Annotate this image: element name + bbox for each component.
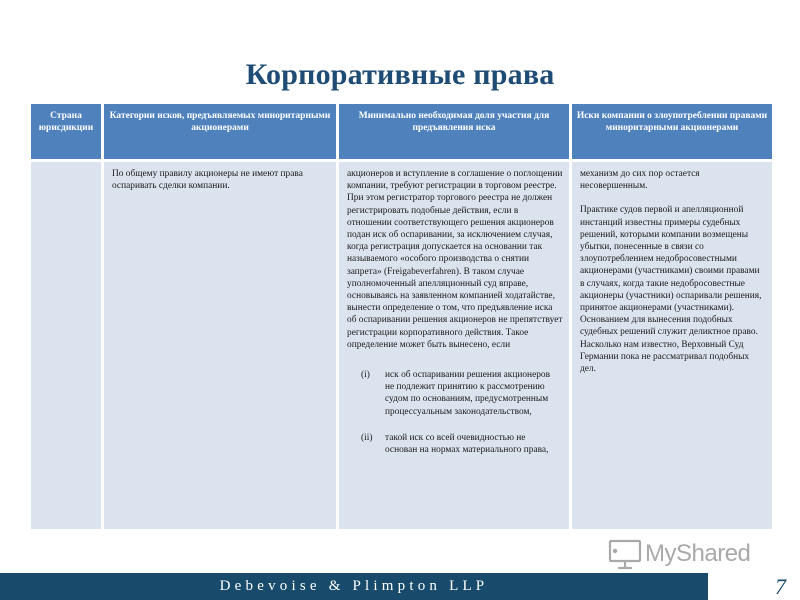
rights-table bbox=[31, 104, 770, 526]
list-item-text: иск об оспаривании решения акционеров не подлежит принятию к рассмотрению судом по основаниям, предусмотренным процессуальным законодательством, bbox=[385, 370, 551, 417]
company-claims-text-1: механизм до сих пор остается несовершенным. bbox=[580, 169, 700, 192]
header-jurisdiction: Страна юрисдикции bbox=[31, 104, 101, 159]
watermark bbox=[607, 538, 767, 570]
conditions-list bbox=[347, 369, 563, 456]
page-number: 7 bbox=[708, 573, 800, 600]
list-item bbox=[347, 432, 563, 456]
list-item-number: (i) bbox=[361, 370, 370, 381]
firm-name: Debevoise & Plimpton LLP bbox=[219, 578, 489, 594]
list-item bbox=[347, 369, 563, 418]
minimum-stake-text: акционеров и вступление в соглашение о поглощении компании, требуют регистрации в торговом реестре. При этом регистратор торгового реестра не должен регистрировать подобные действия, если в отношении соответствующего решения акционеров подан иск об оспаривании, за исключением случая, когда регистрация допускается на основании так называемого «особого производства о снятии запрета» (Freigabeverfahren). В таком случае уполномоченный апелляционный суд вправе, основываясь на заявленном компанией ходатайстве, вынести определение о том, что предъявление иска об оспаривании решения акционеров не препятствует регистрации корпоративного действия. Такое определение может быть вынесено, если bbox=[347, 169, 563, 350]
list-item-text: такой иск со всей очевидностью не основан на нормах материального права, bbox=[385, 432, 549, 456]
company-claims-text-2: Практике судов первой и апелляционной инстанций известны примеры судебных решений, которыми компании возмещены убытки, понесенные в связи со злоупотреблением недобросовестными акционерами (участниками) своими правами в случаях, когда такие недобросовестные акционеры (участники) оспаривали решения, принятое акционерами (участниками). Основанием для вынесения подобных судебных решений служит деликтное право. Насколько нам известно, Верховный Суд Германии пока не рассматривал подобных дел. bbox=[580, 205, 762, 375]
cell-minimum-stake bbox=[339, 162, 569, 529]
header-company-claims: Иски компании о злоупотреблении правами миноритарными акционерами bbox=[572, 104, 772, 159]
header-minimum-stake: Минимально необходимая доля участия для предъявления иска bbox=[339, 104, 569, 159]
cell-claim-categories bbox=[104, 162, 336, 529]
claim-categories-text: По общему правилу акционеры не имеют права оспаривать сделки компании. bbox=[112, 169, 303, 192]
cell-jurisdiction bbox=[31, 162, 101, 529]
list-item-number: (ii) bbox=[361, 432, 373, 443]
cell-company-claims bbox=[572, 162, 772, 529]
slide-title: Корпоративные права bbox=[245, 58, 555, 91]
presentation-board-icon bbox=[607, 538, 643, 570]
footer-bar bbox=[0, 573, 800, 600]
watermark-text: MyShared bbox=[645, 540, 751, 567]
header-claim-categories: Категории исков, предъявляемых миноритарными акционерами bbox=[104, 104, 336, 159]
